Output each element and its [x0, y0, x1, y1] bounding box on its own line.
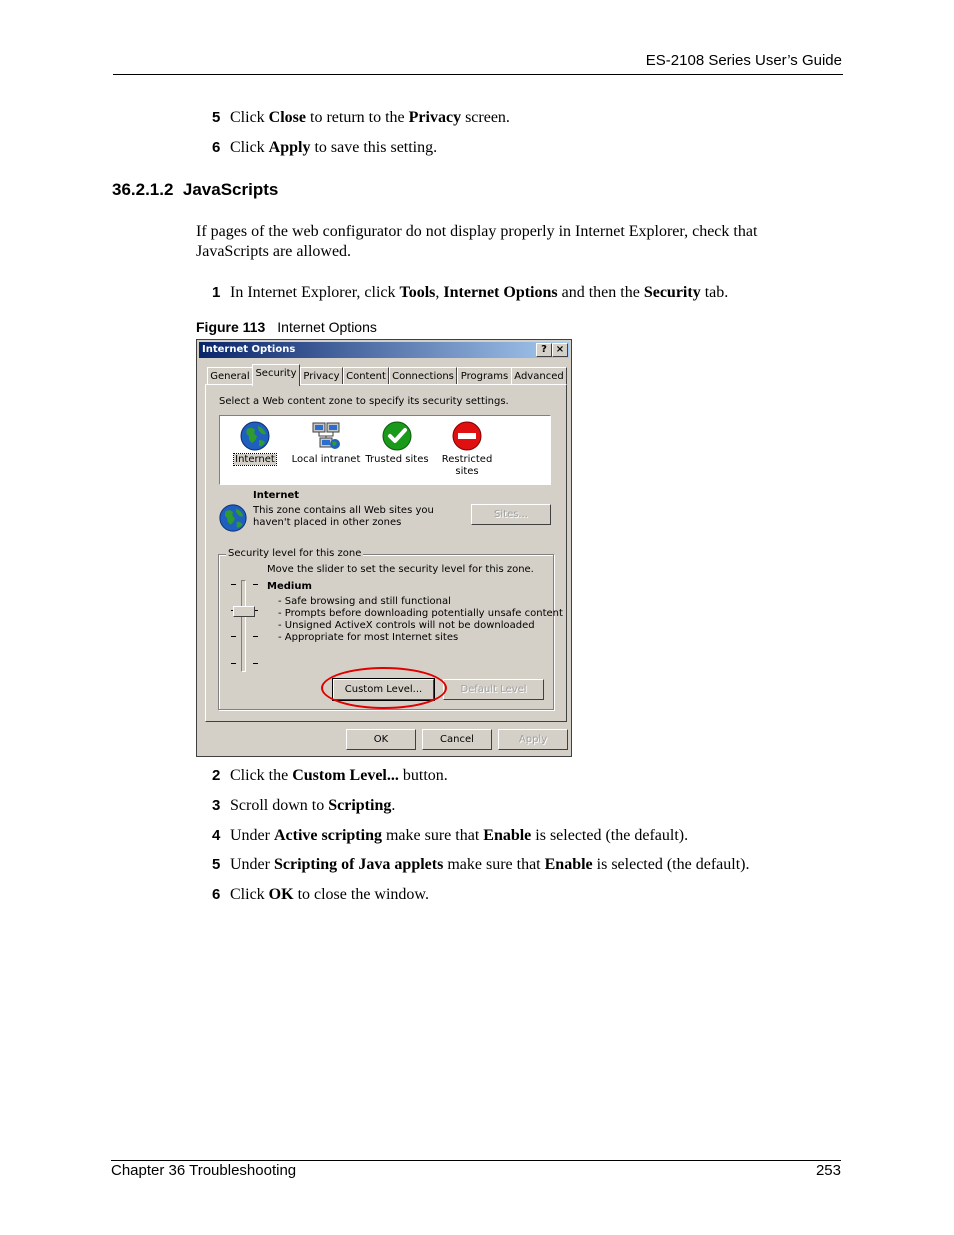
figure-label: Figure 113 [196, 319, 266, 335]
internet-options-dialog [196, 339, 572, 757]
footer-page-number: 253 [815, 1162, 841, 1179]
tab-general[interactable]: General [207, 367, 253, 385]
slider-tick [253, 636, 258, 637]
help-icon[interactable]: ? [536, 343, 552, 357]
custom-level-button[interactable]: Custom Level... [333, 679, 434, 700]
tab-advanced[interactable]: Advanced [511, 367, 567, 385]
tab-security[interactable]: Security [252, 364, 300, 386]
step-2-custom-level: 2 Click the Custom Level... button. [212, 767, 448, 784]
apply-button[interactable]: Apply [498, 729, 568, 750]
zone-list [219, 415, 551, 485]
zone-local-intranet-label: Local intranet [291, 454, 361, 465]
zone-trusted-sites-label: Trusted sites [365, 454, 429, 465]
figure-caption [196, 319, 377, 336]
tab-connections[interactable]: Connections [389, 367, 457, 385]
footer-rule [111, 1160, 841, 1161]
close-icon[interactable]: × [552, 343, 568, 357]
header-title: ES-2108 Series User’s Guide [645, 52, 842, 69]
level-item: - Prompts before downloading potentially unsafe content [278, 608, 563, 619]
level-name: Medium [267, 581, 312, 592]
step-5-java-applets: 5 Under Scripting of Java applets make sure that Enable is selected (the default). [212, 856, 750, 873]
slider-track [241, 580, 246, 672]
figure-title: Internet Options [277, 319, 377, 335]
slider-tick [231, 636, 236, 637]
slider-tick [231, 584, 236, 585]
dialog-titlebar [199, 342, 569, 358]
step-1-open-security: 1 In Internet Explorer, click Tools, Internet Options and then the Security tab. [212, 284, 729, 301]
zone-internet-label: Internet [235, 454, 275, 465]
intro-line-2: JavaScripts are allowed. [196, 243, 352, 260]
sites-button[interactable]: Sites... [471, 504, 551, 525]
slider-instruction: Move the slider to set the security level for this zone. [267, 564, 534, 575]
header-rule [113, 74, 843, 75]
zone-restricted-sites[interactable] [432, 416, 502, 484]
step-5-close: 5 Click Close to return to the Privacy screen. [212, 109, 510, 126]
security-level-slider[interactable] [229, 578, 261, 674]
highlight-ellipse [321, 667, 447, 709]
slider-tick [253, 584, 258, 585]
network-icon [310, 420, 342, 452]
intro-line-1: If pages of the web configurator do not display properly in Internet Explorer, check that [196, 223, 758, 240]
dialog-title: Internet Options [202, 344, 296, 355]
tab-privacy[interactable]: Privacy [300, 367, 343, 385]
tab-programs[interactable]: Programs [457, 367, 512, 385]
slider-tick [231, 663, 236, 664]
level-item: - Safe browsing and still functional [278, 596, 451, 607]
step-3-scroll: 3 Scroll down to Scripting. [212, 797, 396, 814]
ok-button[interactable]: OK [346, 729, 416, 750]
step-6-ok: 6 Click OK to close the window. [212, 886, 429, 903]
zone-restricted-sites-label: Restricted sites [441, 454, 493, 477]
globe-icon [239, 420, 271, 452]
security-level-group-label: Security level for this zone [228, 548, 362, 559]
zone-internet[interactable] [220, 416, 290, 484]
level-item: - Appropriate for most Internet sites [278, 632, 459, 643]
section-heading: 36.2.1.2 JavaScripts [112, 180, 279, 199]
tab-content[interactable]: Content [343, 367, 389, 385]
cancel-button[interactable]: Cancel [422, 729, 492, 750]
zone-title: Internet [253, 490, 300, 501]
default-level-button[interactable]: Default Level [443, 679, 544, 700]
checkmark-icon [381, 420, 413, 452]
zone-description-line-2: haven't placed in other zones [253, 517, 402, 528]
step-4-active-scripting: 4 Under Active scripting make sure that Enable is selected (the default). [212, 827, 689, 844]
slider-tick [253, 663, 258, 664]
select-zone-text: Select a Web content zone to specify its security settings. [219, 396, 509, 407]
zone-local-intranet[interactable] [290, 416, 362, 484]
level-item: - Unsigned ActiveX controls will not be downloaded [278, 620, 535, 631]
slider-thumb[interactable] [233, 606, 255, 617]
step-6-apply: 6 Click Apply to save this setting. [212, 139, 438, 156]
footer-chapter: Chapter 36 Troubleshooting [111, 1162, 297, 1179]
restricted-icon [451, 420, 483, 452]
zone-description-line-1: This zone contains all Web sites you [253, 505, 434, 516]
zone-trusted-sites[interactable] [362, 416, 432, 484]
globe-icon [218, 503, 248, 533]
